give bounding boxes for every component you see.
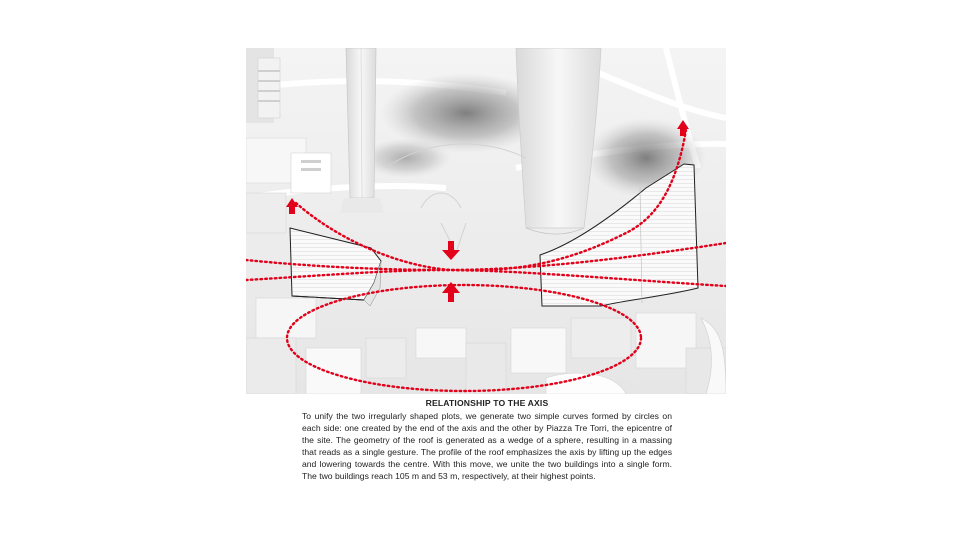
diagram-svg (246, 48, 726, 394)
caption (302, 398, 672, 483)
axonometric-site-diagram (246, 48, 726, 394)
caption-body: To unify the two irregularly shaped plots, we generate two simple curves formed by circles on each side: one created by the end of the axis and the other by Piazza Tre Torri, the epicentre of the site. The geometry of the roof is generated as a wedge of a sphere, resulting in a massing that reads as a single gesture. The profile of the roof emphasizes the axis by lifting up the edges and lowering towards the centre. With this move, we unite the two buildings into a single form. The two buildings reach 105 m and 53 m, respectively, at their highest points. (302, 411, 672, 482)
caption-title: RELATIONSHIP TO THE AXIS (425, 398, 549, 408)
